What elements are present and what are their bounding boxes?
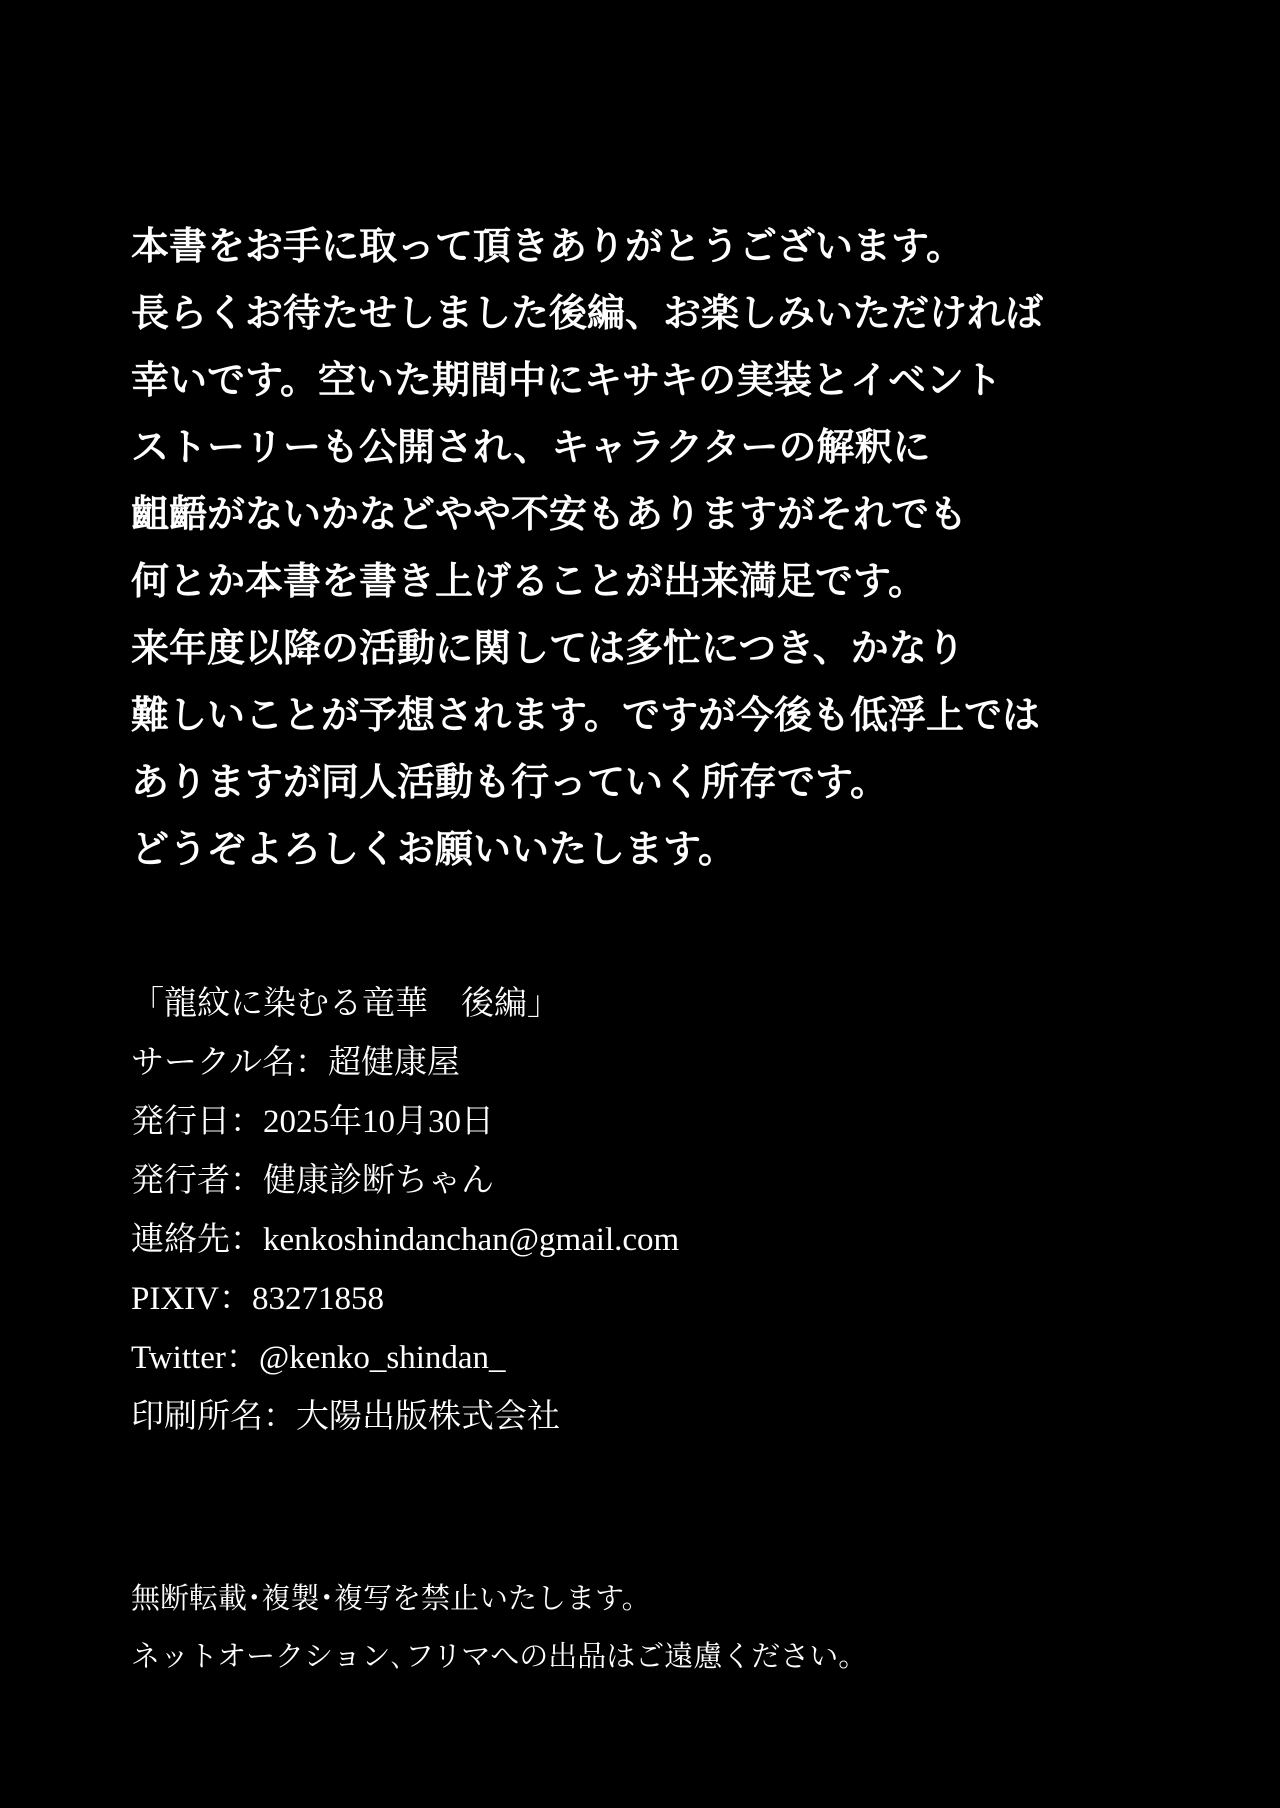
publication-date: 発行日：2025年10月30日	[131, 1104, 494, 1140]
no-resale-notice: ネットオークション､フリマへの出品はご遠慮ください。	[131, 1641, 868, 1673]
afterword-line: 何とか本書を書き上げることが出来満足です。	[131, 561, 926, 603]
afterword-line: 長らくお待たせしました後編、お楽しみいただければ	[131, 293, 1044, 335]
afterword-line: 本書をお手に取って頂きありがとうございます。	[131, 226, 964, 268]
afterword-line: 来年度以降の活動に関しては多忙につき、かなり	[131, 628, 965, 670]
legal-notice-block	[131, 1570, 1211, 1686]
afterword-line: どうぞよろしくお願いいたします。	[131, 829, 736, 871]
afterword-line: 齟齬がないかなどやや不安もありますがそれでも	[131, 494, 968, 536]
pixiv-id: PIXIV：83271858	[131, 1281, 384, 1317]
colophon-block	[131, 975, 1211, 1447]
afterword-line: 難しいことが予想されます。ですが今後も低浮上では	[131, 695, 1040, 737]
afterword-line: 幸いです。空いた期間中にキサキの実装とイベント	[131, 360, 1002, 402]
contact-email: 連絡先：kenkoshindanchan@gmail.com	[131, 1222, 680, 1258]
publisher: 発行者：健康診断ちゃん	[131, 1163, 494, 1199]
afterword-text-block	[131, 214, 1211, 884]
afterword-line: ストーリーも公開され、キャラクターの解釈に	[131, 427, 931, 469]
twitter-handle: Twitter：@kenko_shindan_	[131, 1340, 506, 1376]
circle-name: サークル名：超健康屋	[131, 1045, 461, 1081]
book-title: 「龍紋に染むる竜華 後編」	[131, 986, 560, 1022]
printer-name: 印刷所名：大陽出版株式会社	[131, 1399, 560, 1435]
afterword-line: ありますが同人活動も行っていく所存です。	[131, 762, 888, 804]
no-reproduction-notice: 無断転載･複製･複写を禁止いたします。	[131, 1583, 651, 1615]
